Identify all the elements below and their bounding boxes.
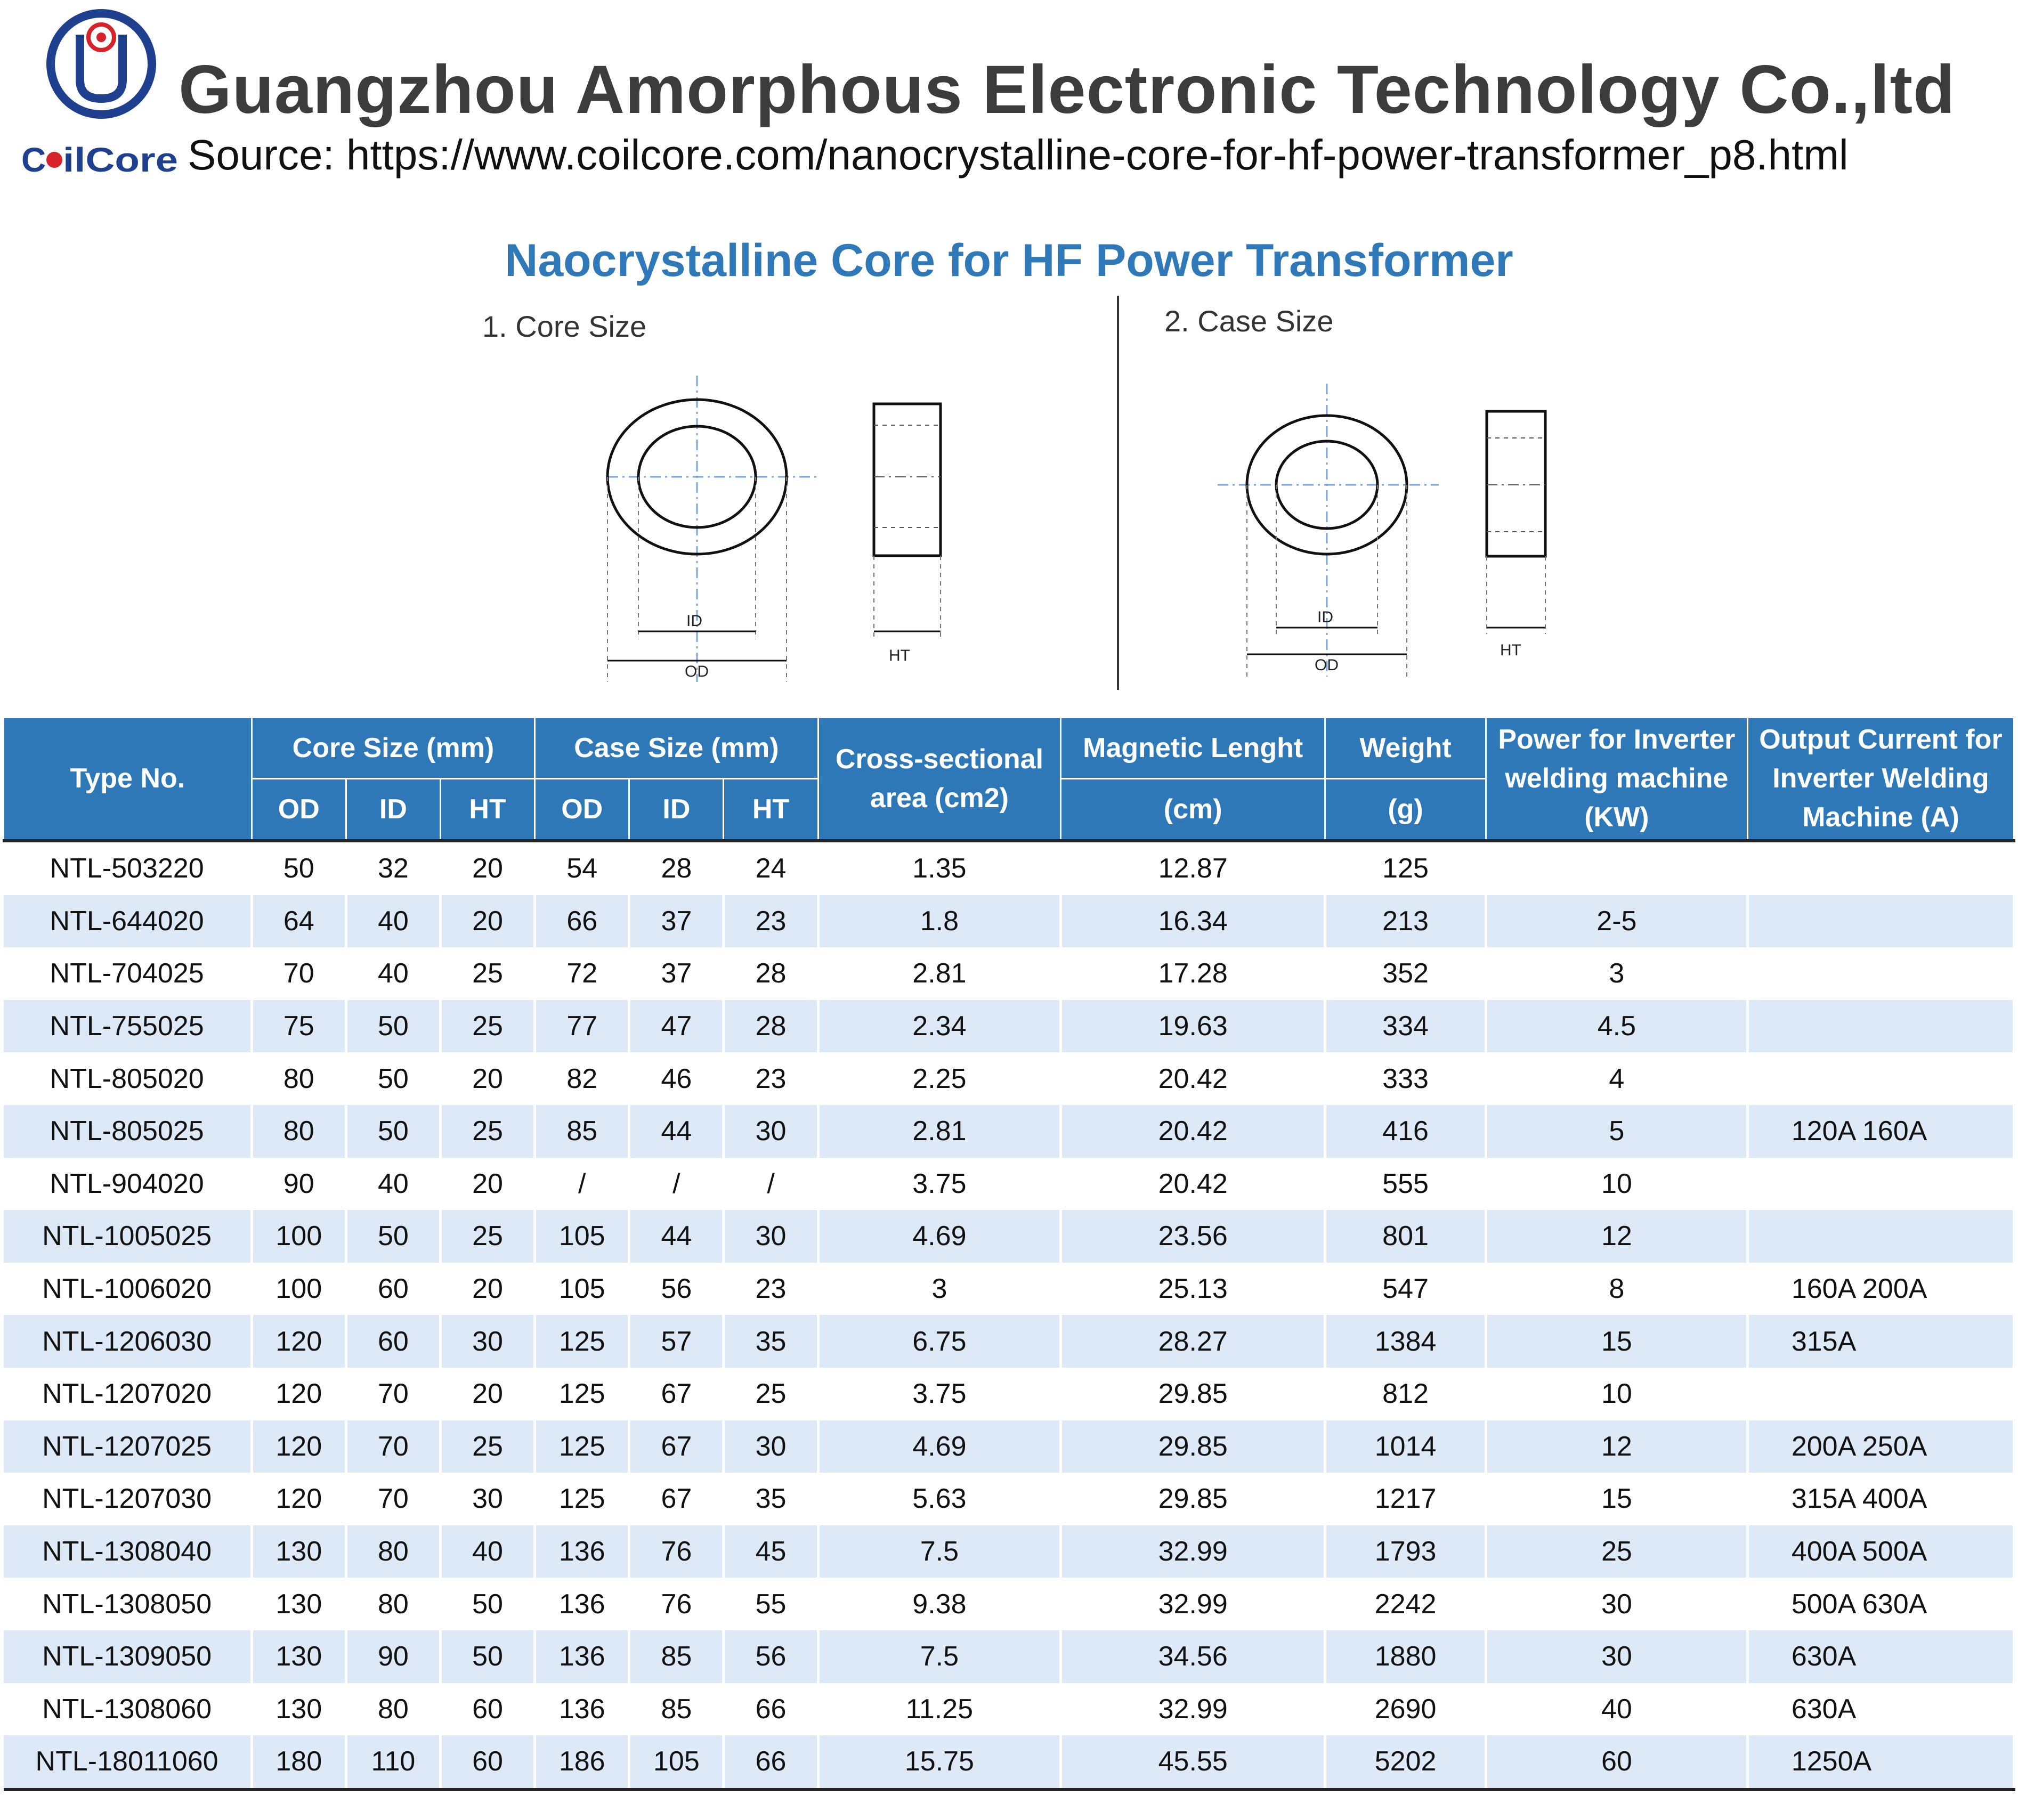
cell-output-current — [1747, 841, 2014, 895]
cell-case-ht: 66 — [724, 1735, 818, 1790]
cell-case-od: 125 — [535, 1473, 629, 1525]
table-row — [4, 841, 2014, 895]
cell-weight: 1384 — [1325, 1315, 1486, 1368]
case-ht-dim: HT — [1500, 641, 1521, 659]
cell-case-id: 56 — [629, 1263, 724, 1315]
cell-case-ht: 23 — [724, 1263, 818, 1315]
cell-case-ht: 23 — [724, 1052, 818, 1105]
cell-output-current — [1747, 1052, 2014, 1105]
cell-cross-section: 11.25 — [818, 1683, 1061, 1736]
cell-power: 3 — [1486, 947, 1747, 1000]
cell-case-od: 136 — [535, 1683, 629, 1736]
header-weight: Weight — [1325, 718, 1486, 779]
cell-core-ht: 20 — [440, 895, 534, 948]
cell-core-od: 70 — [252, 947, 346, 1000]
cell-type-no: NTL-1207030 — [4, 1473, 252, 1525]
cell-power: 5 — [1486, 1105, 1747, 1158]
cell-cross-section: 1.8 — [818, 895, 1061, 948]
cell-case-od: 66 — [535, 895, 629, 948]
cell-core-id: 80 — [346, 1683, 440, 1736]
cell-case-id: 67 — [629, 1473, 724, 1525]
cell-case-id: 47 — [629, 1000, 724, 1053]
cell-case-id: 37 — [629, 947, 724, 1000]
table-row — [4, 1368, 2014, 1420]
svg-text:ilCore: ilCore — [63, 141, 178, 179]
cell-case-ht: 56 — [724, 1630, 818, 1683]
company-name: Guangzhou Amorphous Electronic Technology Co.,ltd — [179, 52, 1956, 128]
cell-weight: 812 — [1325, 1368, 1486, 1420]
cell-cross-section: 2.25 — [818, 1052, 1061, 1105]
core-side-drawing — [874, 404, 941, 664]
cell-cross-section: 3.75 — [818, 1158, 1061, 1210]
cell-core-ht: 60 — [440, 1683, 534, 1736]
case-od-dim: OD — [1315, 656, 1339, 674]
cell-type-no: NTL-704025 — [4, 947, 252, 1000]
core-drawings — [0, 288, 2018, 703]
cell-output-current — [1747, 1210, 2014, 1263]
cell-magnetic-length: 20.42 — [1061, 1105, 1325, 1158]
cell-power: 2-5 — [1486, 895, 1747, 948]
cell-magnetic-length: 12.87 — [1061, 841, 1325, 895]
cell-core-od: 75 — [252, 1000, 346, 1053]
core-id-dim: ID — [686, 612, 702, 630]
cell-magnetic-length: 32.99 — [1061, 1578, 1325, 1630]
cell-power: 15 — [1486, 1315, 1747, 1368]
cell-weight: 416 — [1325, 1105, 1486, 1158]
cell-core-id: 40 — [346, 947, 440, 1000]
cell-magnetic-length: 29.85 — [1061, 1368, 1325, 1420]
table-row — [4, 1525, 2014, 1578]
cell-weight: 352 — [1325, 947, 1486, 1000]
table-row — [4, 1683, 2014, 1736]
cell-power: 15 — [1486, 1473, 1747, 1525]
cell-core-od: 120 — [252, 1473, 346, 1525]
cell-weight: 801 — [1325, 1210, 1486, 1263]
table-row — [4, 1735, 2014, 1790]
cell-core-od: 80 — [252, 1052, 346, 1105]
cell-magnetic-length: 16.34 — [1061, 895, 1325, 948]
cell-core-id: 40 — [346, 895, 440, 948]
cell-case-id: 57 — [629, 1315, 724, 1368]
cell-magnetic-length: 32.99 — [1061, 1683, 1325, 1736]
cell-case-id: 28 — [629, 841, 724, 895]
cell-cross-section: 2.34 — [818, 1000, 1061, 1053]
cell-output-current: 315A — [1747, 1315, 2014, 1368]
cell-core-ht: 20 — [440, 841, 534, 895]
cell-power — [1486, 841, 1747, 895]
source-url: Source: https://www.coilcore.com/nanocrystalline-core-for-hf-power-transformer_p8.html — [188, 131, 1849, 178]
cell-weight: 555 — [1325, 1158, 1486, 1210]
cell-core-id: 70 — [346, 1473, 440, 1525]
cell-power: 25 — [1486, 1525, 1747, 1578]
cell-weight: 1880 — [1325, 1630, 1486, 1683]
cell-case-ht: 24 — [724, 841, 818, 895]
cell-case-ht: 35 — [724, 1473, 818, 1525]
cell-case-ht: 23 — [724, 895, 818, 948]
cell-power: 10 — [1486, 1158, 1747, 1210]
table-row — [4, 947, 2014, 1000]
cell-magnetic-length: 23.56 — [1061, 1210, 1325, 1263]
cell-core-ht: 60 — [440, 1735, 534, 1790]
cell-core-ht: 25 — [440, 1210, 534, 1263]
table-row — [4, 1000, 2014, 1053]
cell-weight: 2242 — [1325, 1578, 1486, 1630]
cell-core-od: 130 — [252, 1578, 346, 1630]
cell-power: 4.5 — [1486, 1000, 1747, 1053]
cell-core-id: 50 — [346, 1105, 440, 1158]
table-row — [4, 1630, 2014, 1683]
header-core-id: ID — [346, 779, 440, 841]
cell-core-od: 120 — [252, 1420, 346, 1473]
cell-core-id: 80 — [346, 1578, 440, 1630]
case-id-dim: ID — [1317, 608, 1333, 626]
cell-type-no: NTL-1207020 — [4, 1368, 252, 1420]
cell-case-od: 77 — [535, 1000, 629, 1053]
cell-core-id: 40 — [346, 1158, 440, 1210]
cell-case-od: 54 — [535, 841, 629, 895]
cell-power: 12 — [1486, 1210, 1747, 1263]
cell-magnetic-length: 29.85 — [1061, 1420, 1325, 1473]
cell-magnetic-length: 28.27 — [1061, 1315, 1325, 1368]
header-output-current: Output Current for Inverter Welding Machine (A) — [1747, 718, 2014, 841]
cell-core-ht: 20 — [440, 1052, 534, 1105]
cell-type-no: NTL-503220 — [4, 841, 252, 895]
svg-text:C: C — [21, 141, 46, 179]
header-magnetic-length: Magnetic Lenght — [1061, 718, 1325, 779]
cell-cross-section: 9.38 — [818, 1578, 1061, 1630]
cell-core-id: 32 — [346, 841, 440, 895]
cell-output-current — [1747, 1158, 2014, 1210]
cell-type-no: NTL-805020 — [4, 1052, 252, 1105]
cell-core-od: 64 — [252, 895, 346, 948]
cell-case-id: 85 — [629, 1630, 724, 1683]
header-case-id: ID — [629, 779, 724, 841]
header-power: Power for Inverter welding machine (KW) — [1486, 718, 1747, 841]
cell-power: 30 — [1486, 1578, 1747, 1630]
cell-weight: 547 — [1325, 1263, 1486, 1315]
header-core-size: Core Size (mm) — [252, 718, 534, 779]
cell-type-no: NTL-1308060 — [4, 1683, 252, 1736]
cell-case-ht: / — [724, 1158, 818, 1210]
cell-output-current: 200A 250A — [1747, 1420, 2014, 1473]
cell-cross-section: 7.5 — [818, 1630, 1061, 1683]
cell-core-id: 50 — [346, 1210, 440, 1263]
cell-weight: 334 — [1325, 1000, 1486, 1053]
cell-weight: 333 — [1325, 1052, 1486, 1105]
header-core-od: OD — [252, 779, 346, 841]
cell-case-id: 44 — [629, 1105, 724, 1158]
cell-core-id: 50 — [346, 1052, 440, 1105]
table-row — [4, 1158, 2014, 1210]
cell-core-ht: 25 — [440, 1105, 534, 1158]
cell-case-ht: 35 — [724, 1315, 818, 1368]
cell-core-ht: 20 — [440, 1368, 534, 1420]
cell-output-current: 400A 500A — [1747, 1525, 2014, 1578]
cell-type-no: NTL-755025 — [4, 1000, 252, 1053]
cell-cross-section: 2.81 — [818, 1105, 1061, 1158]
header-cross-section: Cross-sectional area (cm2) — [818, 718, 1061, 841]
cell-core-id: 110 — [346, 1735, 440, 1790]
case-ring-drawing — [1218, 384, 1439, 677]
cell-core-od: 80 — [252, 1105, 346, 1158]
header-case-size: Case Size (mm) — [535, 718, 818, 779]
cell-case-id: 105 — [629, 1735, 724, 1790]
cell-output-current: 315A 400A — [1747, 1473, 2014, 1525]
cell-core-ht: 25 — [440, 1000, 534, 1053]
cell-type-no: NTL-1308040 — [4, 1525, 252, 1578]
cell-core-ht: 40 — [440, 1525, 534, 1578]
cell-core-ht: 30 — [440, 1473, 534, 1525]
cell-weight: 1793 — [1325, 1525, 1486, 1578]
cell-case-ht: 45 — [724, 1525, 818, 1578]
cell-core-od: 90 — [252, 1158, 346, 1210]
core-od-dim: OD — [685, 663, 709, 680]
cell-case-id: 44 — [629, 1210, 724, 1263]
cell-case-od: 136 — [535, 1525, 629, 1578]
cell-weight: 1014 — [1325, 1420, 1486, 1473]
cell-weight: 125 — [1325, 841, 1486, 895]
cell-output-current — [1747, 895, 2014, 948]
cell-cross-section: 3 — [818, 1263, 1061, 1315]
cell-case-id: 85 — [629, 1683, 724, 1736]
header-case-od: OD — [535, 779, 629, 841]
case-size-label: 2. Case Size — [1164, 304, 1334, 338]
cell-magnetic-length: 25.13 — [1061, 1263, 1325, 1315]
cell-weight: 1217 — [1325, 1473, 1486, 1525]
cell-case-ht: 30 — [724, 1105, 818, 1158]
core-ht-dim: HT — [889, 647, 910, 664]
cell-case-ht: 30 — [724, 1420, 818, 1473]
table-row — [4, 1263, 2014, 1315]
cell-case-ht: 55 — [724, 1578, 818, 1630]
cell-type-no: NTL-904020 — [4, 1158, 252, 1210]
table-row — [4, 1052, 2014, 1105]
cell-core-ht: 25 — [440, 1420, 534, 1473]
cell-type-no: NTL-1206030 — [4, 1315, 252, 1368]
cell-magnetic-length: 19.63 — [1061, 1000, 1325, 1053]
coilcore-logo — [21, 5, 181, 181]
cell-output-current — [1747, 1368, 2014, 1420]
table-row — [4, 1210, 2014, 1263]
header-type-no: Type No. — [4, 718, 252, 841]
cell-core-ht: 20 — [440, 1263, 534, 1315]
cell-core-id: 80 — [346, 1525, 440, 1578]
core-ring-drawing — [607, 376, 821, 682]
cell-power: 60 — [1486, 1735, 1747, 1790]
cell-core-od: 130 — [252, 1630, 346, 1683]
table-row — [4, 1420, 2014, 1473]
cell-output-current: 160A 200A — [1747, 1263, 2014, 1315]
cell-case-ht: 28 — [724, 947, 818, 1000]
cell-core-od: 120 — [252, 1368, 346, 1420]
cell-output-current: 630A — [1747, 1630, 2014, 1683]
cell-core-id: 70 — [346, 1368, 440, 1420]
cell-core-od: 100 — [252, 1210, 346, 1263]
cell-magnetic-length: 45.55 — [1061, 1735, 1325, 1790]
cell-power: 8 — [1486, 1263, 1747, 1315]
cell-type-no: NTL-1207025 — [4, 1420, 252, 1473]
cell-output-current: 120A 160A — [1747, 1105, 2014, 1158]
header-magnetic-length-unit: (cm) — [1061, 779, 1325, 841]
cell-case-od: 82 — [535, 1052, 629, 1105]
page-title: Naocrystalline Core for HF Power Transformer — [505, 235, 1513, 286]
cell-case-ht: 28 — [724, 1000, 818, 1053]
table-row — [4, 1105, 2014, 1158]
cell-core-od: 50 — [252, 841, 346, 895]
cell-case-id: 46 — [629, 1052, 724, 1105]
cell-cross-section: 4.69 — [818, 1210, 1061, 1263]
cell-cross-section: 2.81 — [818, 947, 1061, 1000]
cell-core-id: 60 — [346, 1263, 440, 1315]
cell-case-id: 67 — [629, 1368, 724, 1420]
cell-cross-section: 5.63 — [818, 1473, 1061, 1525]
cell-core-od: 180 — [252, 1735, 346, 1790]
cell-case-id: 76 — [629, 1578, 724, 1630]
cell-core-od: 100 — [252, 1263, 346, 1315]
cell-type-no: NTL-1308050 — [4, 1578, 252, 1630]
cell-case-id: / — [629, 1158, 724, 1210]
cell-case-id: 67 — [629, 1420, 724, 1473]
cell-case-ht: 25 — [724, 1368, 818, 1420]
cell-output-current: 630A — [1747, 1683, 2014, 1736]
cell-output-current — [1747, 1000, 2014, 1053]
cell-case-od: 136 — [535, 1578, 629, 1630]
cell-cross-section: 15.75 — [818, 1735, 1061, 1790]
cell-power: 30 — [1486, 1630, 1747, 1683]
cell-magnetic-length: 20.42 — [1061, 1052, 1325, 1105]
table-row — [4, 1473, 2014, 1525]
cell-case-od: 85 — [535, 1105, 629, 1158]
header-core-ht: HT — [440, 779, 534, 841]
header-case-ht: HT — [724, 779, 818, 841]
cell-case-od: 136 — [535, 1630, 629, 1683]
cell-case-od: 72 — [535, 947, 629, 1000]
cell-case-id: 37 — [629, 895, 724, 948]
cell-type-no: NTL-1005025 — [4, 1210, 252, 1263]
cell-type-no: NTL-644020 — [4, 895, 252, 948]
cell-case-ht: 30 — [724, 1210, 818, 1263]
cell-core-ht: 25 — [440, 947, 534, 1000]
cell-type-no: NTL-805025 — [4, 1105, 252, 1158]
cell-type-no: NTL-1006020 — [4, 1263, 252, 1315]
cell-case-ht: 66 — [724, 1683, 818, 1736]
cell-core-id: 60 — [346, 1315, 440, 1368]
cell-power: 10 — [1486, 1368, 1747, 1420]
cell-case-od: 105 — [535, 1263, 629, 1315]
cell-magnetic-length: 29.85 — [1061, 1473, 1325, 1525]
spec-table — [3, 717, 2015, 1791]
core-size-label: 1. Core Size — [482, 310, 647, 343]
spec-table-body — [4, 841, 2014, 1790]
cell-cross-section: 4.69 — [818, 1420, 1061, 1473]
cell-core-ht: 30 — [440, 1315, 534, 1368]
cell-cross-section: 3.75 — [818, 1368, 1061, 1420]
cell-cross-section: 7.5 — [818, 1525, 1061, 1578]
cell-case-od: 125 — [535, 1420, 629, 1473]
cell-core-od: 120 — [252, 1315, 346, 1368]
case-side-drawing — [1487, 411, 1545, 659]
cell-core-id: 90 — [346, 1630, 440, 1683]
cell-magnetic-length: 20.42 — [1061, 1158, 1325, 1210]
cell-magnetic-length: 34.56 — [1061, 1630, 1325, 1683]
cell-power: 4 — [1486, 1052, 1747, 1105]
table-row — [4, 1578, 2014, 1630]
cell-output-current: 1250A — [1747, 1735, 2014, 1790]
cell-case-od: 125 — [535, 1368, 629, 1420]
cell-weight: 213 — [1325, 895, 1486, 948]
cell-core-od: 130 — [252, 1683, 346, 1736]
cell-case-od: / — [535, 1158, 629, 1210]
table-row — [4, 895, 2014, 948]
cell-core-id: 50 — [346, 1000, 440, 1053]
cell-case-od: 125 — [535, 1315, 629, 1368]
cell-cross-section: 6.75 — [818, 1315, 1061, 1368]
cell-cross-section: 1.35 — [818, 841, 1061, 895]
cell-weight: 5202 — [1325, 1735, 1486, 1790]
cell-power: 40 — [1486, 1683, 1747, 1736]
cell-type-no: NTL-18011060 — [4, 1735, 252, 1790]
cell-core-ht: 50 — [440, 1578, 534, 1630]
cell-magnetic-length: 32.99 — [1061, 1525, 1325, 1578]
cell-case-od: 186 — [535, 1735, 629, 1790]
cell-output-current — [1747, 947, 2014, 1000]
cell-power: 12 — [1486, 1420, 1747, 1473]
cell-core-ht: 20 — [440, 1158, 534, 1210]
cell-output-current: 500A 630A — [1747, 1578, 2014, 1630]
cell-core-id: 70 — [346, 1420, 440, 1473]
cell-magnetic-length: 17.28 — [1061, 947, 1325, 1000]
cell-case-od: 105 — [535, 1210, 629, 1263]
table-row — [4, 1315, 2014, 1368]
cell-weight: 2690 — [1325, 1683, 1486, 1736]
cell-core-od: 130 — [252, 1525, 346, 1578]
cell-core-ht: 50 — [440, 1630, 534, 1683]
cell-case-id: 76 — [629, 1525, 724, 1578]
header-weight-unit: (g) — [1325, 779, 1486, 841]
cell-type-no: NTL-1309050 — [4, 1630, 252, 1683]
